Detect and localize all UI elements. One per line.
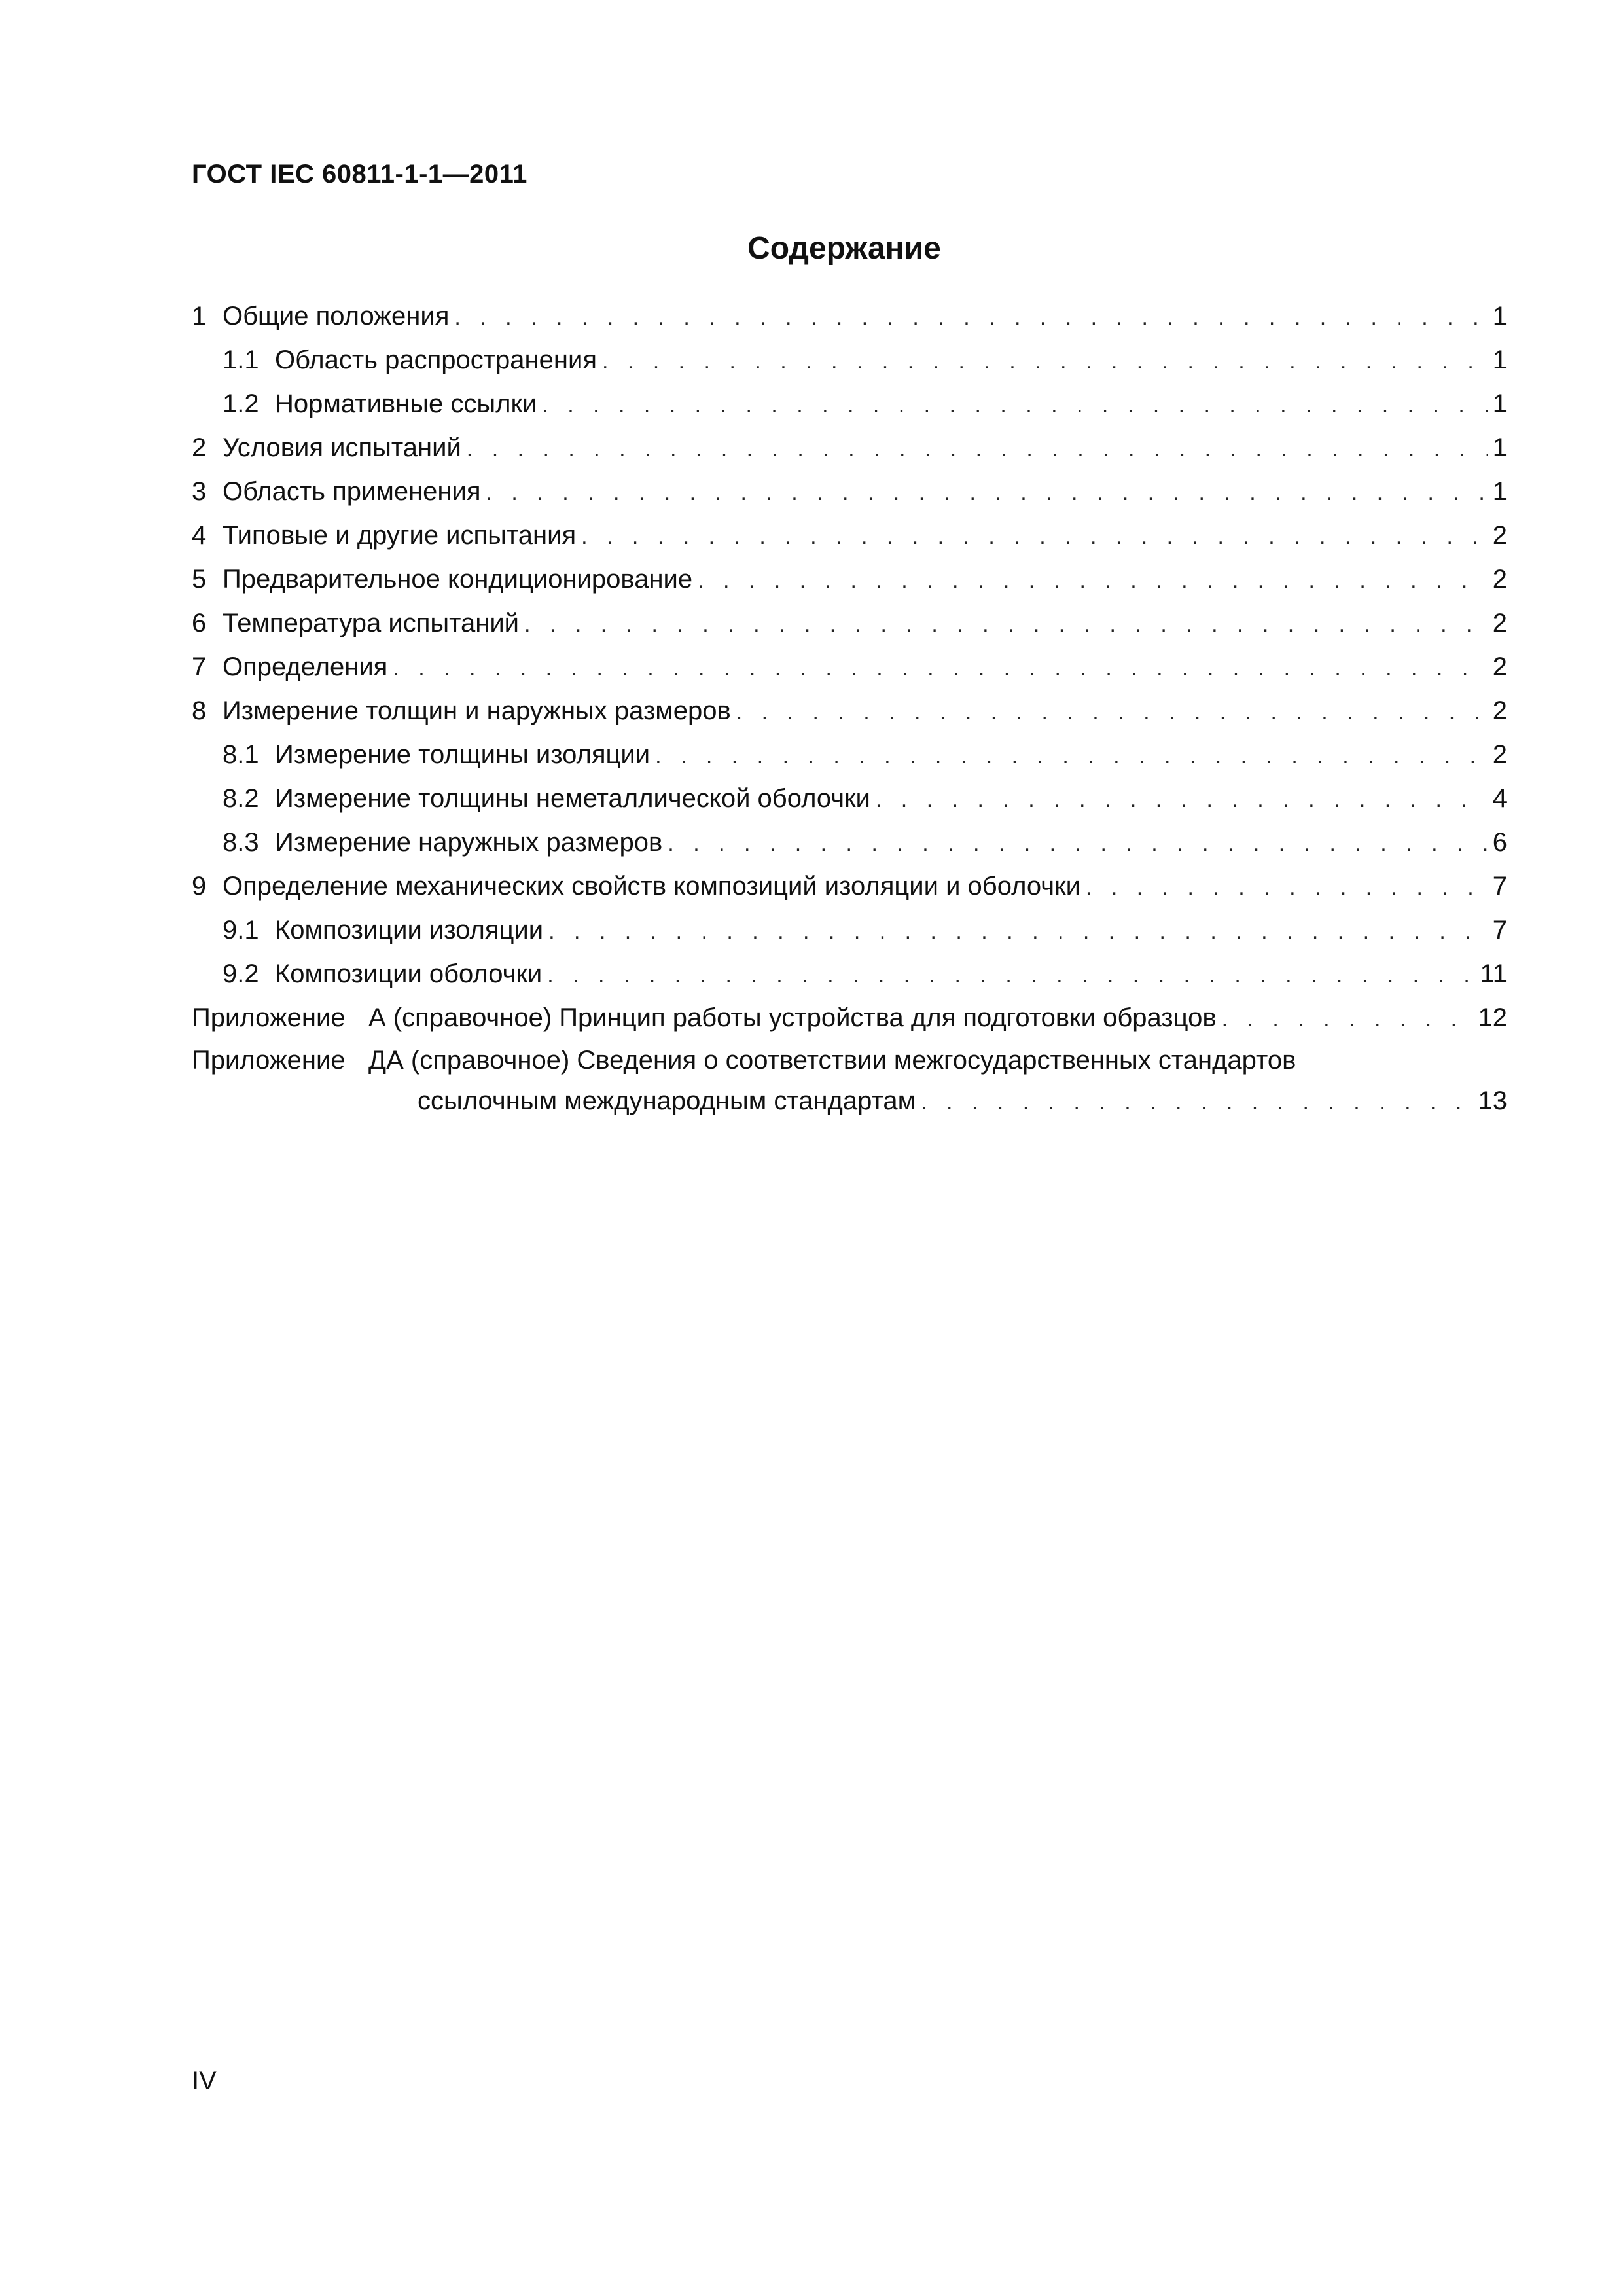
toc-entry-number: 3 — [192, 477, 207, 506]
dot-leader — [548, 910, 1488, 954]
toc-entry-page: 11 — [1480, 960, 1507, 988]
toc-entry-title: Композиции изоляции — [275, 916, 544, 944]
toc-entry-title: Измерение наружных размеров — [275, 828, 663, 857]
toc-entry-page: 2 — [1492, 565, 1507, 594]
toc-entry-title: Определение механических свойств композиций изоляции и оболочки — [223, 872, 1080, 901]
appendix-prefix: Приложение — [192, 1003, 346, 1032]
toc-entry-title: Измерение толщины изоляции — [275, 740, 651, 769]
dot-leader — [542, 384, 1487, 427]
toc-entry-title: Температура испытаний — [223, 609, 520, 637]
toc-entry-number: 1 — [192, 302, 207, 331]
toc-entry-page: 7 — [1492, 916, 1507, 944]
dot-leader — [921, 1082, 1472, 1122]
dot-leader — [393, 647, 1487, 691]
standard-code-header: ГОСТ IEC 60811-1-1—2011 — [192, 160, 527, 188]
toc-entry-9-1[interactable] — [192, 908, 1507, 952]
toc-entry-number: 5 — [192, 565, 207, 594]
toc-entry-1[interactable] — [192, 295, 1507, 338]
dot-leader — [524, 603, 1488, 647]
toc-entry-page: 2 — [1492, 740, 1507, 769]
toc-entry-1-1[interactable] — [192, 338, 1507, 382]
dot-leader — [876, 778, 1488, 822]
toc-entry-page: 7 — [1492, 872, 1507, 901]
dot-leader — [581, 515, 1488, 559]
dot-leader — [736, 691, 1488, 734]
dot-leader — [668, 822, 1487, 866]
toc-entry-number: 8 — [192, 696, 207, 725]
toc-entry-page: 1 — [1492, 477, 1507, 506]
dot-leader — [602, 340, 1488, 384]
toc-entry-1-2[interactable] — [192, 382, 1507, 426]
toc-entry-number: 2 — [192, 433, 207, 462]
toc-entry-6[interactable] — [192, 601, 1507, 645]
appendix-prefix: Приложение — [192, 1046, 346, 1075]
toc-entry-number: 9 — [192, 872, 207, 901]
toc-entry-page: 1 — [1492, 302, 1507, 331]
toc-entry-8-2[interactable] — [192, 777, 1507, 821]
toc-entry-page: 4 — [1492, 784, 1507, 813]
toc-entry-title: Типовые и другие испытания — [223, 521, 577, 550]
toc-entry-8[interactable] — [192, 689, 1507, 733]
toc-entry-page: 2 — [1492, 653, 1507, 681]
appendix-title: А (справочное) Принцип работы устройства для подготовки образцов — [368, 1003, 1217, 1032]
appendix-title-continuation: ссылочным международным стандартам — [418, 1086, 916, 1115]
page-title: Содержание — [747, 231, 941, 266]
toc-entry-7[interactable] — [192, 645, 1507, 689]
appendix-title: ДА (справочное) Сведения о соответствии межгосударственных стандартов — [368, 1046, 1296, 1075]
dot-leader — [454, 296, 1487, 340]
dot-leader — [1222, 997, 1473, 1041]
toc-entry-title: Условия испытаний — [223, 433, 461, 462]
toc-entry-page: 1 — [1492, 389, 1507, 418]
toc-entry-title: Измерение толщины неметаллической оболочки — [275, 784, 870, 813]
toc-entry-title: Нормативные ссылки — [275, 389, 537, 418]
toc-entry-title: Композиции оболочки — [275, 960, 543, 988]
toc-entry-page: 12 — [1478, 1003, 1507, 1032]
toc-entry-number: 9.1 — [223, 916, 259, 944]
toc-entry-page: 2 — [1492, 609, 1507, 637]
toc-entry-title: Предварительное кондиционирование — [223, 565, 693, 594]
toc-entry-number: 8.1 — [223, 740, 259, 769]
toc-entry-9[interactable] — [192, 865, 1507, 908]
dot-leader — [655, 734, 1488, 778]
toc-entry-title: Область применения — [223, 477, 481, 506]
table-of-contents — [192, 295, 1507, 1121]
dot-leader — [698, 559, 1488, 603]
toc-entry-number: 1.1 — [223, 346, 259, 374]
toc-entry-page: 2 — [1492, 696, 1507, 725]
toc-entry-title: Определения — [223, 653, 388, 681]
toc-appendix-a[interactable] — [192, 996, 1507, 1040]
toc-entry-page: 13 — [1478, 1086, 1507, 1115]
toc-entry-number: 8.2 — [223, 784, 259, 813]
page-number: IV — [192, 2066, 217, 2095]
toc-entry-8-3[interactable] — [192, 821, 1507, 865]
toc-entry-number: 6 — [192, 609, 207, 637]
dot-leader — [486, 471, 1488, 515]
dot-leader — [467, 427, 1488, 471]
toc-entry-2[interactable] — [192, 426, 1507, 470]
toc-entry-number: 4 — [192, 521, 207, 550]
toc-entry-5[interactable] — [192, 558, 1507, 601]
toc-entry-page: 1 — [1492, 433, 1507, 462]
toc-entry-number: 7 — [192, 653, 207, 681]
toc-entry-title: Измерение толщин и наружных размеров — [223, 696, 731, 725]
toc-entry-4[interactable] — [192, 514, 1507, 558]
toc-entry-number: 8.3 — [223, 828, 259, 857]
toc-entry-9-2[interactable] — [192, 952, 1507, 996]
toc-entry-title: Общие положения — [223, 302, 450, 331]
toc-entry-8-1[interactable] — [192, 733, 1507, 777]
dot-leader — [1086, 866, 1488, 910]
dot-leader — [547, 954, 1474, 997]
toc-entry-page: 1 — [1492, 346, 1507, 374]
toc-entry-number: 1.2 — [223, 389, 259, 418]
toc-entry-title: Область распространения — [275, 346, 597, 374]
toc-entry-number: 9.2 — [223, 960, 259, 988]
toc-entry-page: 2 — [1492, 521, 1507, 550]
toc-appendix-da[interactable] — [192, 1040, 1507, 1121]
toc-entry-page: 6 — [1492, 828, 1507, 857]
toc-entry-3[interactable] — [192, 470, 1507, 514]
